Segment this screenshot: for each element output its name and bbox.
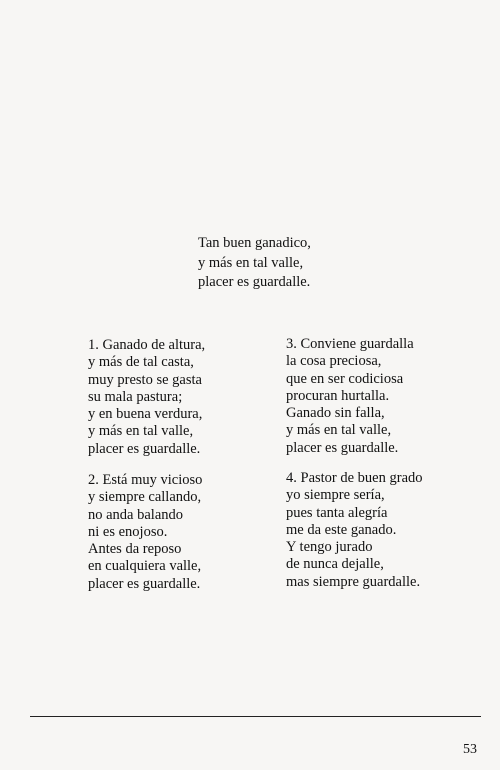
verse-line: y siempre callando,: [88, 489, 202, 506]
verse-line: 4. Pastor de buen grado: [286, 470, 423, 486]
stanza-4: [286, 470, 423, 591]
verse-line: en cualquiera valle,: [88, 558, 202, 575]
verse-line: no anda balando: [88, 506, 184, 523]
stanza-1: [88, 337, 205, 458]
verse-line: muy presto se gasta: [88, 371, 202, 388]
verse-line: pues tanta alegría: [286, 504, 388, 521]
verse-line: su mala pastura;: [88, 388, 183, 405]
verse-line: placer es guardalle.: [286, 439, 399, 456]
verse-line: 2. Está muy vicioso: [88, 472, 203, 488]
verse-line: y más de tal casta,: [88, 354, 194, 371]
verse-line: Antes da reposo: [88, 541, 182, 558]
refrain-line: placer es guardalle.: [198, 274, 311, 290]
verse-line: placer es guardalle.: [88, 575, 201, 592]
verse-line: y más en tal valle,: [88, 423, 194, 440]
verse-line: Ganado sin falla,: [286, 405, 385, 422]
verse-line: me da este ganado.: [286, 521, 397, 538]
page-number: 53: [463, 742, 477, 757]
verse-line: de nunca dejalle,: [286, 556, 384, 573]
verse-line: que en ser codiciosa: [286, 370, 404, 387]
verse-line: ni es enojoso.: [88, 523, 168, 540]
verse-line: y en buena verdura,: [88, 406, 203, 423]
verse-line: y más en tal valle,: [286, 422, 392, 439]
verse-line: procuran hurtalla.: [286, 387, 390, 404]
verse-line: 3. Conviene guardalla: [286, 336, 414, 352]
verse-line: Y tengo jurado: [286, 539, 373, 556]
refrain: [198, 234, 311, 293]
refrain-line: Tan buen ganadico,: [198, 235, 311, 251]
stanza-2: [88, 472, 202, 593]
stanza-3: [286, 336, 414, 457]
refrain-line: y más en tal valle,: [198, 254, 304, 271]
footer-rule: [30, 716, 481, 717]
verse-line: yo siempre sería,: [286, 487, 385, 504]
verse-line: mas siempre guardalle.: [286, 573, 421, 590]
verse-line: placer es guardalle.: [88, 440, 201, 457]
verse-line: la cosa preciosa,: [286, 353, 382, 370]
verse-line: 1. Ganado de altura,: [88, 337, 206, 353]
